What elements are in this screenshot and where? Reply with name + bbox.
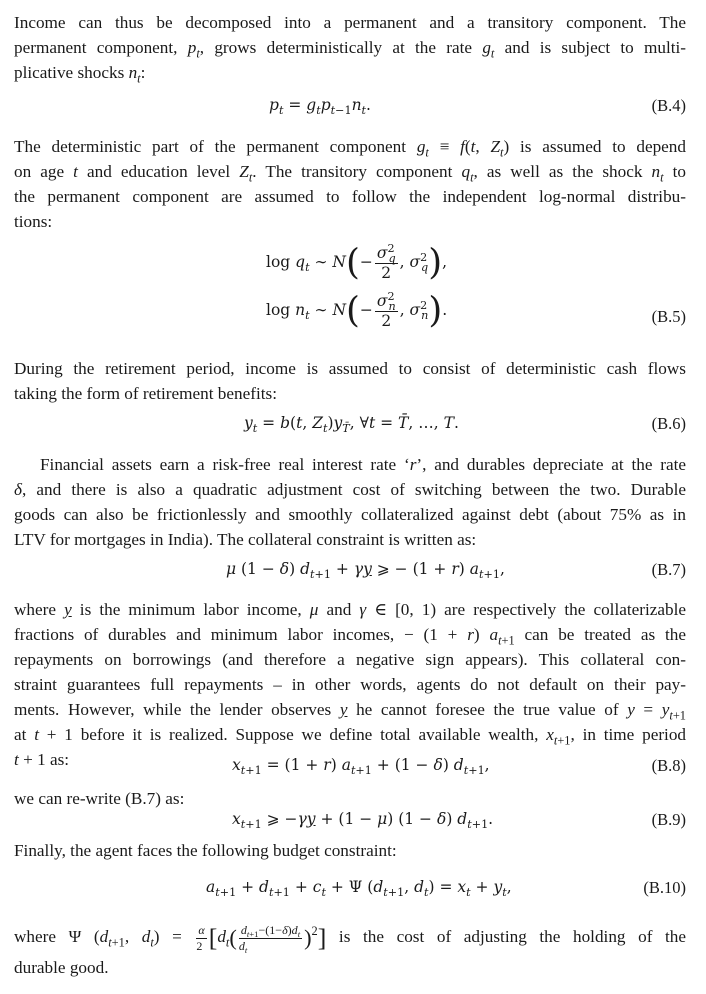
text-line: Financial assets earn a risk-free real interest rate ‘r’, and durables depreciate at the rate [40, 455, 687, 474]
equation-number: (B.8) [651, 756, 686, 775]
text-line: durable good. [14, 958, 109, 978]
equation-body: $p_t = g_tp_{t-1}n_t$. [269, 96, 371, 117]
text-line: straint guarantees full repayments – in other words, agents do not default on their pay- [14, 675, 686, 694]
text-line: taking the form of retirement benefits: [14, 384, 277, 403]
equation-b6 [14, 410, 686, 440]
equation-b10 [14, 874, 686, 904]
text-line: permanent component, $p_t$, grows deterministically at the rate $g_t$ and is subject to multi- [14, 38, 686, 61]
equation-b7 [14, 556, 686, 586]
equation-number: (B.10) [643, 878, 686, 897]
text-line: tions: [14, 212, 53, 231]
paragraph-income-decomposition [14, 10, 686, 85]
text-line: plicative shocks $n_t$: [14, 63, 146, 86]
equation-b4 [14, 92, 686, 122]
equation-number: (B.7) [651, 560, 686, 579]
text-line: LTV for mortgages in India). The collateral constraint is written as: [14, 530, 477, 549]
paragraph-deterministic-part [14, 134, 686, 234]
text-line: where Ψ ($d_{t+1}$, $d_t$) = $\frac{\alpha}{2}$ [$d_t$( $\frac{d_{t+1}-(1-\delta)d_t}{d_t}$ )$^2$] is the cost of adjusting the holding of the [14, 923, 687, 955]
text-line: t + 1 as: [14, 750, 70, 769]
text-line: at t + 1 before it is realized. Suppose we define total available wealth, $x_{t+1}$, in time period [14, 725, 687, 748]
equation-body: $x_{t+1} = (1 + r) a_{t+1} + (1 - \delta)$ $d_{t+1}$, [232, 756, 490, 777]
equation-number: (B.6) [651, 414, 686, 433]
text-line: Income can thus be decomposed into a permanent and a transitory component. The [14, 13, 686, 32]
text-line: we can re-write (B.7) as: [14, 789, 185, 808]
paragraph-budget-intro [14, 838, 686, 863]
text-line: ments. However, while the lender observes y he cannot foresee the true value of $y = y_{t+1}$ [14, 700, 686, 723]
text-line: Finally, the agent faces the following budget constraint: [14, 841, 397, 860]
text-line: δ, and there is also a quadratic adjustment cost of switching between the two. Durable [14, 480, 686, 499]
paragraph-financial-assets [14, 452, 686, 552]
equation-b8 [14, 752, 686, 782]
paragraph-collateral-explanation [14, 597, 687, 777]
text-line: on age t and education level $Z_t$. The transitory component $q_t$, as well as the shock $n_t$ to [14, 162, 686, 185]
text-line: fractions of durables and minimum labor incomes, − (1 + r) $a_{t+1}$ can be treated as the [14, 625, 686, 648]
text-line: goods can also be frictionlessly and smoothly collateralized against debt (about 75% as in [14, 505, 686, 524]
text-line: During the retirement period, income is assumed to consist of deterministic cash flows [14, 359, 686, 378]
equation-body-log-q: $\log q_t$ ∼ N(− $\frac{\sigma^2_q}{2}$ , $\sigma^2_q$), [266, 241, 448, 284]
equation-body: $a_{t+1} + d_{t+1} + c_t + \Psi$ ($d_{t+1}$, $d_t) = x_t + y_t$, [206, 878, 512, 899]
text-line: where y is the minimum labor income, μ and γ ∈ [0, 1) are respectively the collaterizable [14, 600, 687, 619]
text-line: repayments on borrowings (and therefore a negative sign appears). This collateral con- [14, 650, 686, 669]
equation-body-log-n: $\log n_t$ ∼ N(− $\frac{\sigma^2_n}{2}$ , $\sigma^2_n$). [266, 289, 448, 332]
paragraph-retirement [14, 356, 686, 406]
equation-number: (B.4) [651, 96, 686, 115]
text-line: the permanent component are assumed to follow the independent log-normal distribu- [14, 187, 686, 206]
paragraph-adjustment-cost [14, 920, 686, 981]
equation-number: (B.5) [651, 307, 686, 326]
equation-body: $x_{t+1}$ ⩾ −γy + (1 − μ) (1 − δ) $d_{t+1}$. [232, 810, 494, 831]
equation-b5 [14, 240, 686, 340]
equation-number: (B.9) [651, 810, 686, 829]
equation-body: μ (1 − δ) $d_{t+1} + \gamma y$ ⩾ − (1 + r) $a_{t+1}$, [226, 560, 505, 581]
equation-b9 [14, 806, 686, 836]
text-line: The deterministic part of the permanent component $g_t \equiv f(t$, $Z_t$) is assumed to depend [14, 137, 686, 160]
equation-body: $y_t = b(t$, $Z_t)y_{T̄}$, ∀t = T̄, …, T. [244, 414, 459, 435]
